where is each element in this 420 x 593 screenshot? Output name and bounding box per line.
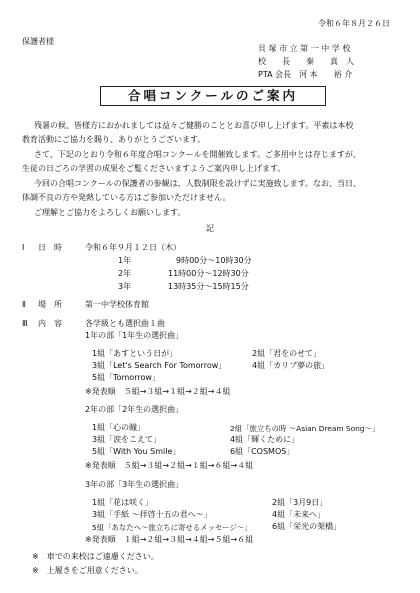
section-1-label: 日 時 [38,243,62,252]
grade-2-class-3: 3組「涙をこえて」 [92,435,162,444]
grade-2-class-1: 1組「心の瞳」 [92,423,146,432]
grade-3-label: 3年 [118,282,132,291]
grade-1-order: ※発表順 ５組→３組→１組→２組→４組 [85,387,231,396]
grade-3-heading: 3年の部「3年生の選択曲」 [85,480,184,489]
grade-1-heading: 1年の部「1年生の選択曲」 [85,331,184,340]
grade-2-time: 11時00分～12時30分 [168,269,249,278]
grade-2-class-6: 6組「COSMOS」 [230,447,295,456]
title-box [100,86,326,106]
grade-3-order: ※発表順 １組→２組→３組→４組→５組→６組 [85,535,254,544]
section-1-number: Ⅰ [22,243,25,252]
grade-1-class-5: 5組「Tomorrow」 [92,373,160,382]
venue: 第一中学校体育館 [85,300,149,309]
grade-3-class-3: 3組「手紙 ～拝啓十五の君へ～」 [92,510,212,519]
grade-3-time: 13時35分～15時15分 [168,282,249,291]
sender-principal: 校 長 秦 真 人 [258,57,354,66]
event-date: 令和６年９月１２日（木） [85,243,181,252]
note-no-car: ※ 車での来校はご遠慮ください。 [32,552,159,561]
grade-2-class-5: 5組「With You Smile」 [92,447,181,456]
grade-2-class-2: 2組「旅立ちの時 ～Asian Dream Song～」 [230,424,380,433]
grade-1-time: 9時00分～10時30分 [176,256,252,265]
grade-1-class-1: 1組「あすという日が」 [92,349,178,358]
grade-3-class-6: 6組「栄光の架橋」 [272,522,342,531]
grade-3-class-5: 5組「あなたへ～旅立ちに寄せるメッセージ～」 [92,523,252,532]
paragraph-4-line-1: ご理解とご協力をよろしくお願いします。 [34,208,186,217]
paragraph-3-line-2: 体調不良の方や発熱している方はご参加いただけません。 [22,193,231,202]
section-3-number: Ⅲ [22,319,28,328]
grade-2-order: ※発表順 ５組→３組→２組→１組→６組→４組 [85,461,254,470]
paragraph-2-line-1: さて、下記のとおり令和６年度合唱コンクールを開催致します。ご多用中とは存じますが、 [34,150,361,159]
grade-1-class-4: 4組「カリブ夢の旅」 [252,361,330,370]
paragraph-3-line-1: 今回の合唱コンクールの保護者の参観は、人数制限を設けずに実施致します。なお、当日、 [34,179,362,188]
paragraph-1-line-2: 教育活動にご協力を賜り、ありがとうございます。 [22,135,206,144]
grade-2-class-4: 4組「輝くために」 [230,435,300,444]
content-intro: 各学級とも選択曲１曲 [85,319,165,328]
paragraph-2-line-2: 生徒の日ごろの学習の成果をご覧くださいますようご案内申し上げます。 [22,164,286,173]
addressee: 保護者様 [22,37,54,46]
grade-3-class-4: 4組「未来へ」 [272,510,326,519]
grade-3-class-2: 2組「3月9日」 [272,498,328,507]
section-2-label: 場 所 [38,300,62,309]
ki-heading: 記 [206,224,214,233]
grade-2-label: 2年 [118,269,132,278]
sender-school: 貝 塚 市 立 第 一 中 学 校 [258,44,351,53]
section-2-number: Ⅱ [22,300,26,309]
document-title: 合唱コンクールのご案内 [127,88,298,103]
grade-2-heading: 2年の部「2年生の選択曲」 [85,405,184,414]
grade-1-label: 1年 [118,256,132,265]
grade-1-class-2: 2組「君をのせて」 [252,349,322,358]
document-date: 令和６年８月２６日 [318,19,390,28]
sender-pta: PTA 会長 河 本 裕 介 [258,70,353,79]
section-3-label: 内 容 [38,319,62,328]
grade-1-class-3: 3組「Let's Search For Tomorrow」 [92,361,227,370]
note-indoor-shoes: ※ 上履きをご用意ください。 [32,566,143,575]
grade-3-class-1: 1組「花は咲く」 [92,498,154,507]
paragraph-1-line-1: 残暑の候、皆様方におかれましては益々ご健勝のこととお喜び申し上げます。平素は本校 [34,121,354,130]
